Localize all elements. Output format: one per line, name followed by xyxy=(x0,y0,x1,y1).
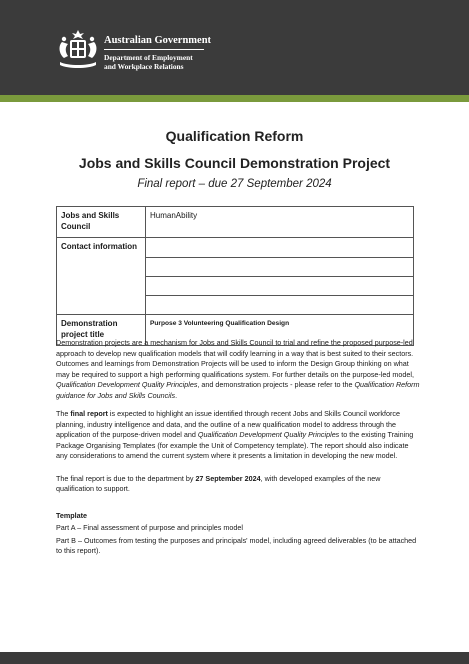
table-row xyxy=(57,238,414,258)
document-title-block xyxy=(0,127,469,192)
council-value: HumanAbility xyxy=(146,207,414,238)
template-part-a: Part A – Final assessment of purpose and principles model xyxy=(56,523,243,532)
document-body xyxy=(56,338,420,559)
council-label: Jobs and Skills Council xyxy=(57,207,146,238)
government-name: Australian Government xyxy=(104,35,212,46)
final-report-paragraph: The final report is expected to highlight an issue identified through recent Jobs and Skills Council workforce planning, industry intelligence and data, and the outline of a new qualification model to address through the application of the purpose-driven model and Qualification Development Quality Principles to the existing Training Package Organising Templates (for example the Unit of Competency template). The report should also indicate any considerations to amend the current system where it presents a limitation in developing the new model. xyxy=(56,409,414,460)
due-date-paragraph: The final report is due to the department by 27 September 2024, with developed examples of the new qualification to support. xyxy=(56,473,381,493)
header-accent-stripe xyxy=(0,95,469,102)
contact-field xyxy=(146,258,414,277)
document-subtitle: Jobs and Skills Council Demonstration Project xyxy=(78,155,391,171)
document-title: Qualification Reform xyxy=(165,128,304,144)
link-guidance-document: Qualification Reform guidance for Jobs and Skills Councils xyxy=(56,380,420,400)
coat-of-arms-icon xyxy=(56,28,100,74)
contact-field xyxy=(146,296,414,315)
project-title-label: Demonstration project title xyxy=(57,315,146,346)
link-quality-principles: Qualification Development Quality Principles xyxy=(56,380,198,389)
logo-divider xyxy=(104,49,204,50)
template-part-b: Part B – Outcomes from testing the purposes and principals' model, including agreed deliverables (to be attached to this report). xyxy=(56,535,417,555)
intro-paragraph: Demonstration projects are a mechanism for Jobs and Skills Council to trial and refine the proposed purpose-led approach to develop new qualification models that will codify learning in a way that is best suited to their sectors. Outcomes and learnings from Demonstration Projects will be used to inform the Design Group thinking on what may be required to support a high performing qualifications system. For further details on the purpose-led model, Qualification Development Quality Principles, and demonstration projects - please refer to the Qualification Reform guidance for Jobs and Skills Councils. xyxy=(56,338,420,400)
document-due-date: Final report – due 27 September 2024 xyxy=(137,178,332,190)
contact-field xyxy=(146,277,414,296)
footer-band xyxy=(0,652,469,664)
department-name-line2: and Workplace Relations xyxy=(104,62,184,71)
template-heading: Template xyxy=(56,510,88,520)
contact-label: Contact information xyxy=(57,238,146,315)
department-name-line1: Department of Employment xyxy=(104,53,193,62)
project-title-value: Purpose 3 Volunteering Qualification Design xyxy=(146,315,414,346)
contact-field xyxy=(146,238,414,258)
project-info-table xyxy=(56,206,414,346)
table-row xyxy=(57,207,414,238)
government-logo xyxy=(56,28,216,78)
